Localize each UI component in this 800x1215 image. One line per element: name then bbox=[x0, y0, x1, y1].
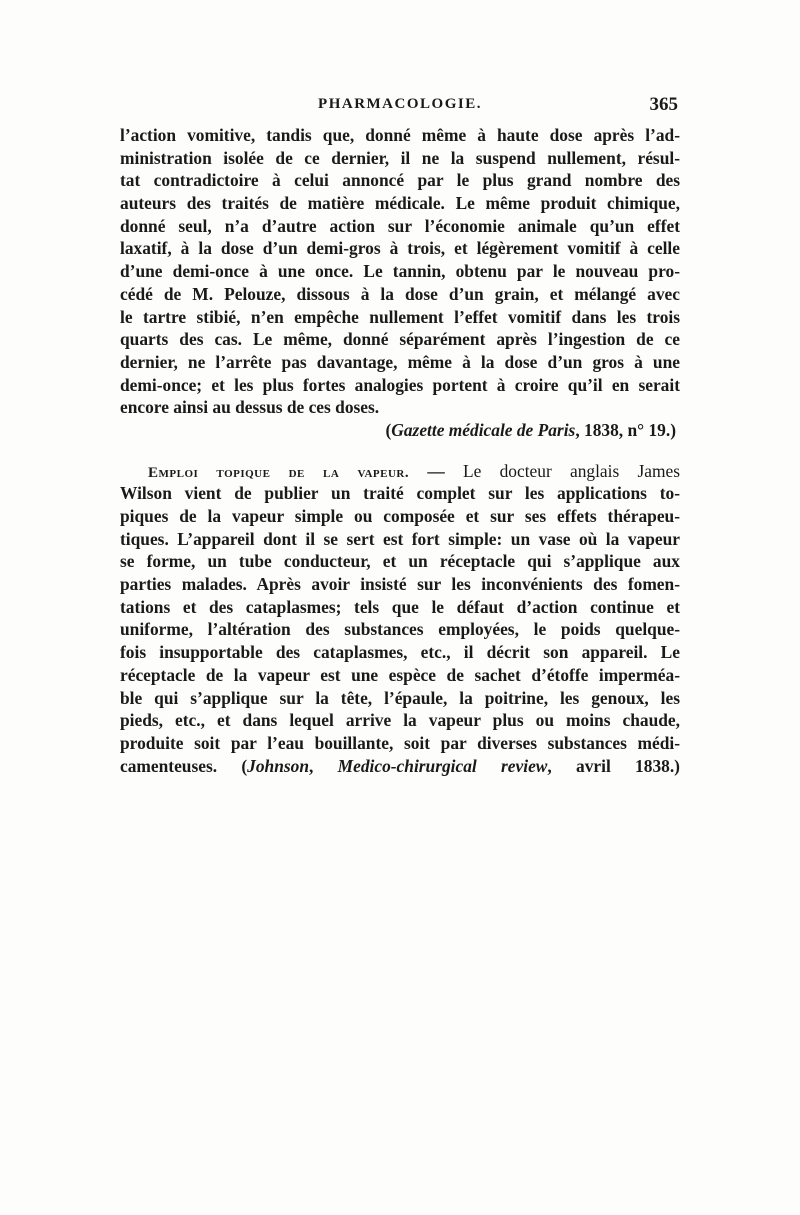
section-heading: Emploi topique de la vapeur. bbox=[148, 464, 410, 481]
body-text bbox=[120, 124, 680, 777]
text-line: auteurs des traités de matière médicale. Le même produit chimique, bbox=[120, 193, 680, 214]
text-line: ministration isolée de ce dernier, il ne la suspend nullement, résul- bbox=[120, 147, 680, 168]
citation-journal: Medico-chirurgical review bbox=[337, 755, 548, 776]
text-line: quarts des cas. Le même, donné séparément après l’ingestion de ce bbox=[120, 329, 680, 350]
text-line: tiques. L’appareil dont il se sert est fort simple: un vase où la vapeur bbox=[120, 528, 680, 549]
text-line: se forme, un tube conducteur, et un réceptacle qui s’applique aux bbox=[120, 551, 680, 572]
text-line: ble qui s’applique sur la tête, l’épaule, la poitrine, les genoux, les bbox=[120, 687, 680, 708]
text-line: uniforme, l’altération des substances employées, le poids quelque- bbox=[120, 619, 680, 640]
text-line: encore ainsi au dessus de ces doses. bbox=[120, 397, 380, 418]
citation-gazette: (Gazette médicale de Paris, 1838, n° 19.) bbox=[385, 419, 676, 440]
running-head: PHARMACOLOGIE. bbox=[318, 96, 482, 112]
text-line: pieds, etc., et dans lequel arrive la vapeur plus ou moins chaude, bbox=[120, 710, 680, 731]
text-line: laxatif, à la dose d’un demi-gros à trois, et légèrement vomitif à celle bbox=[120, 238, 680, 259]
text-line: le tartre stibié, n’en empêche nullement l’effet vomitif dans les trois bbox=[120, 306, 680, 327]
text-line: Wilson vient de publier un traité complet sur les applications to- bbox=[120, 483, 680, 504]
text-line: fois insupportable des cataplasmes, etc., il décrit son appareil. Le bbox=[120, 642, 680, 663]
text-line: tations et des cataplasmes; tels que le défaut d’action continue et bbox=[120, 596, 680, 617]
citation-author: Johnson bbox=[247, 755, 310, 776]
text-line: d’une demi-once à une once. Le tannin, obtenu par le nouveau pro- bbox=[120, 261, 680, 282]
text-line: l’action vomitive, tandis que, donné même à haute dose après l’ad- bbox=[120, 125, 680, 145]
text-line: dernier, ne l’arrête pas davantage, même à la dose d’un gros à une bbox=[120, 351, 680, 372]
text-line: cédé de M. Pelouze, dissous à la dose d’un grain, et mélangé avec bbox=[120, 283, 680, 304]
text-line: piques de la vapeur simple ou composée et sur ses effets thérapeu- bbox=[120, 506, 680, 526]
text-line: camenteuses. (Johnson, Medico-chirurgical review, avril 1838.) bbox=[120, 755, 680, 776]
page-header bbox=[120, 96, 680, 122]
citation-source: Gazette médicale de Paris bbox=[391, 419, 576, 440]
text-line: donné seul, n’a d’autre action sur l’économie animale qu’un effet bbox=[120, 215, 680, 236]
text-line: produite soit par l’eau bouillante, soit par diverses substances médi- bbox=[120, 732, 680, 753]
page-number: 365 bbox=[649, 94, 678, 115]
text-line: tat contradictoire à celui annoncé par le plus grand nombre des bbox=[120, 170, 680, 191]
text-line: demi-once; et les plus fortes analogies portent à croire qu’il en serait bbox=[120, 374, 680, 395]
paragraph-2 bbox=[120, 460, 680, 778]
text-line: Emploi topique de la vapeur. — Le docteur anglais James bbox=[148, 460, 680, 481]
paragraph-1 bbox=[120, 124, 680, 442]
text-line: parties malades. Après avoir insisté sur les inconvénients des fomen- bbox=[120, 574, 680, 595]
text-line: réceptacle de la vapeur est une espèce de sachet d’étoffe imperméa- bbox=[120, 664, 680, 685]
paragraph-gap bbox=[120, 442, 680, 460]
